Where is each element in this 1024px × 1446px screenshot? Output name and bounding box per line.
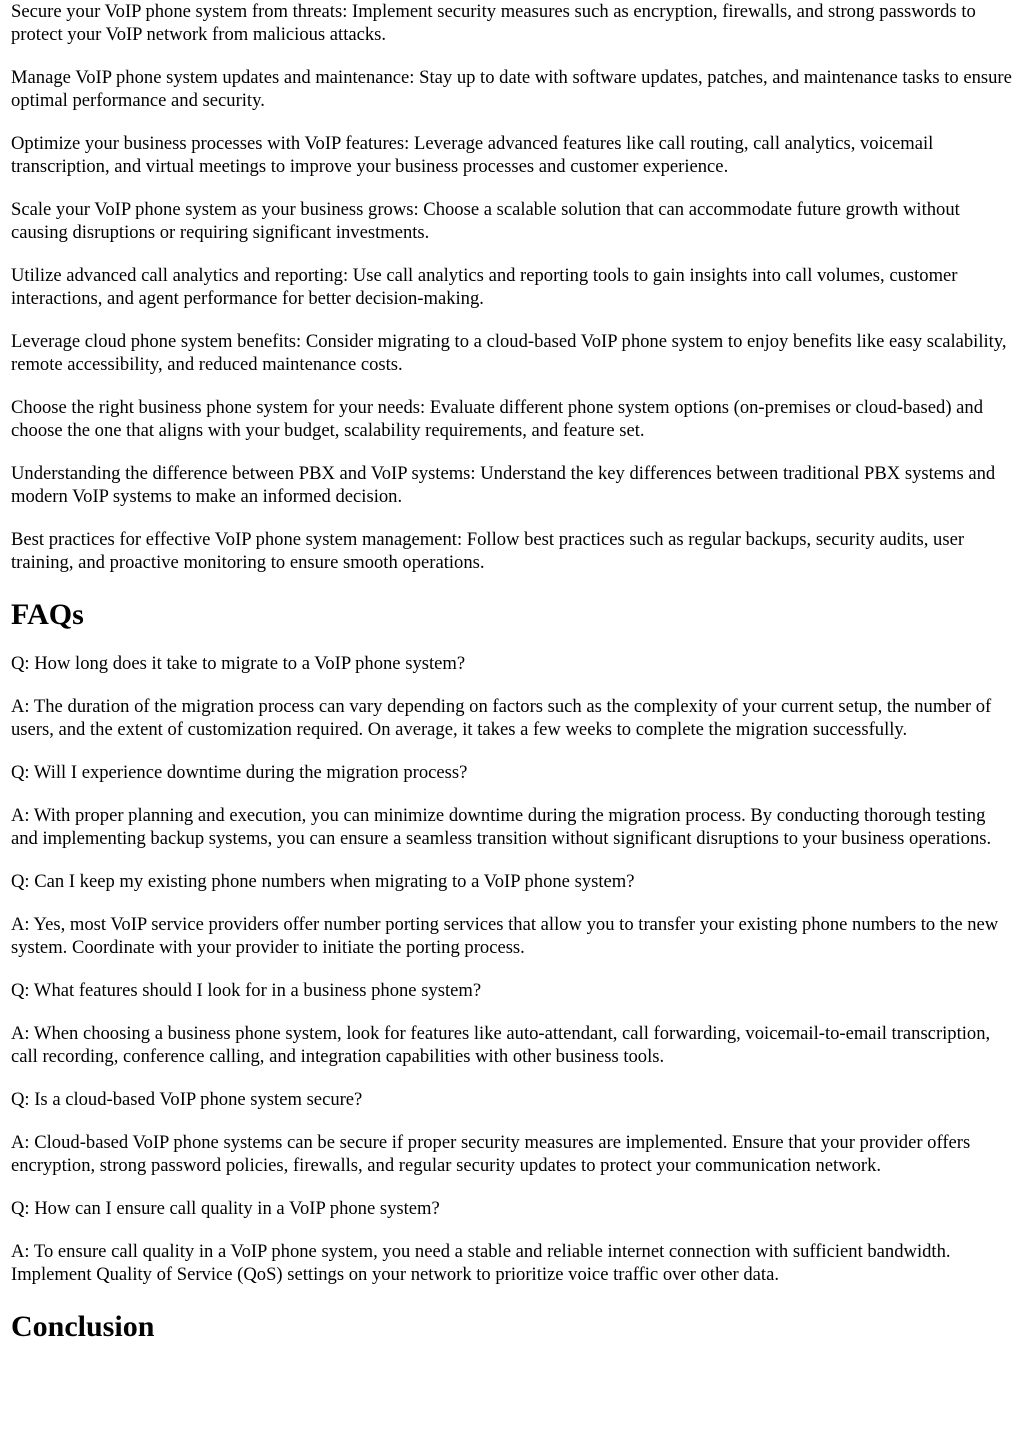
faq-question: Q: Can I keep my existing phone numbers when migrating to a VoIP phone system? — [11, 871, 635, 892]
conclusion-heading: Conclusion — [11, 1310, 155, 1343]
faq-question: Q: How can I ensure call quality in a VoIP phone system? — [11, 1198, 440, 1219]
tip-paragraph: Secure your VoIP phone system from threats: Implement security measures such as encryption, firewalls, and strong passwords to protect your VoIP network from malicious attacks. — [11, 1, 976, 45]
tip-paragraph: Manage VoIP phone system updates and maintenance: Stay up to date with software updates, patches, and maintenance tasks to ensure optimal performance and security. — [11, 67, 1012, 111]
tip-paragraph: Scale your VoIP phone system as your business grows: Choose a scalable solution that can accommodate future growth without causing disruptions or requiring significant investments. — [11, 199, 960, 243]
faq-heading: FAQs — [11, 598, 84, 631]
faq-question: Q: How long does it take to migrate to a VoIP phone system? — [11, 653, 466, 674]
tip-paragraph: Leverage cloud phone system benefits: Consider migrating to a cloud-based VoIP phone system to enjoy benefits like easy scalability, remote accessibility, and reduced maintenance costs. — [11, 331, 1007, 375]
faq-answer: A: When choosing a business phone system, look for features like auto-attendant, call forwarding, voicemail-to-email transcription, call recording, conference calling, and integration capabilities with other business tools. — [11, 1023, 991, 1067]
tip-paragraph: Choose the right business phone system for your needs: Evaluate different phone system options (on-premises or cloud-based) and choose the one that aligns with your budget, scalability requirements, and feature set. — [11, 397, 984, 441]
faq-answer: A: The duration of the migration process can vary depending on factors such as the complexity of your current setup, the number of users, and the extent of customization required. On average, it takes a few weeks to complete the migration successfully. — [11, 696, 992, 740]
faq-question: Q: Is a cloud-based VoIP phone system secure? — [11, 1089, 363, 1110]
faq-answer: A: Yes, most VoIP service providers offer number porting services that allow you to transfer your existing phone numbers to the new system. Coordinate with your provider to initiate the porting process. — [11, 914, 999, 958]
faq-question: Q: Will I experience downtime during the migration process? — [11, 762, 468, 783]
faq-answer: A: With proper planning and execution, you can minimize downtime during the migration process. By conducting thorough testing and implementing backup systems, you can ensure a seamless transition without significant disruptions to your business operations. — [11, 805, 992, 849]
tip-paragraph: Understanding the difference between PBX and VoIP systems: Understand the key differences between traditional PBX systems and modern VoIP systems to make an informed decision. — [11, 463, 996, 507]
tip-paragraph: Best practices for effective VoIP phone system management: Follow best practices such as regular backups, security audits, user training, and proactive monitoring to ensure smooth operations. — [11, 529, 965, 573]
faq-question: Q: What features should I look for in a business phone system? — [11, 980, 482, 1001]
tip-paragraph: Utilize advanced call analytics and reporting: Use call analytics and reporting tools to gain insights into call volumes, customer interactions, and agent performance for better decision-making. — [11, 265, 958, 309]
tip-paragraph: Optimize your business processes with VoIP features: Leverage advanced features like call routing, call analytics, voicemail transcription, and virtual meetings to improve your business processes and customer experience. — [11, 133, 934, 177]
faq-answer: A: Cloud-based VoIP phone systems can be secure if proper security measures are implemented. Ensure that your provider offers encryption, strong password policies, firewalls, and regular security updates to protect your communication network. — [11, 1132, 971, 1176]
faq-answer: A: To ensure call quality in a VoIP phone system, you need a stable and reliable internet connection with sufficient bandwidth. Implement Quality of Service (QoS) settings on your network to prioritize voice traffic over other data. — [11, 1241, 951, 1285]
